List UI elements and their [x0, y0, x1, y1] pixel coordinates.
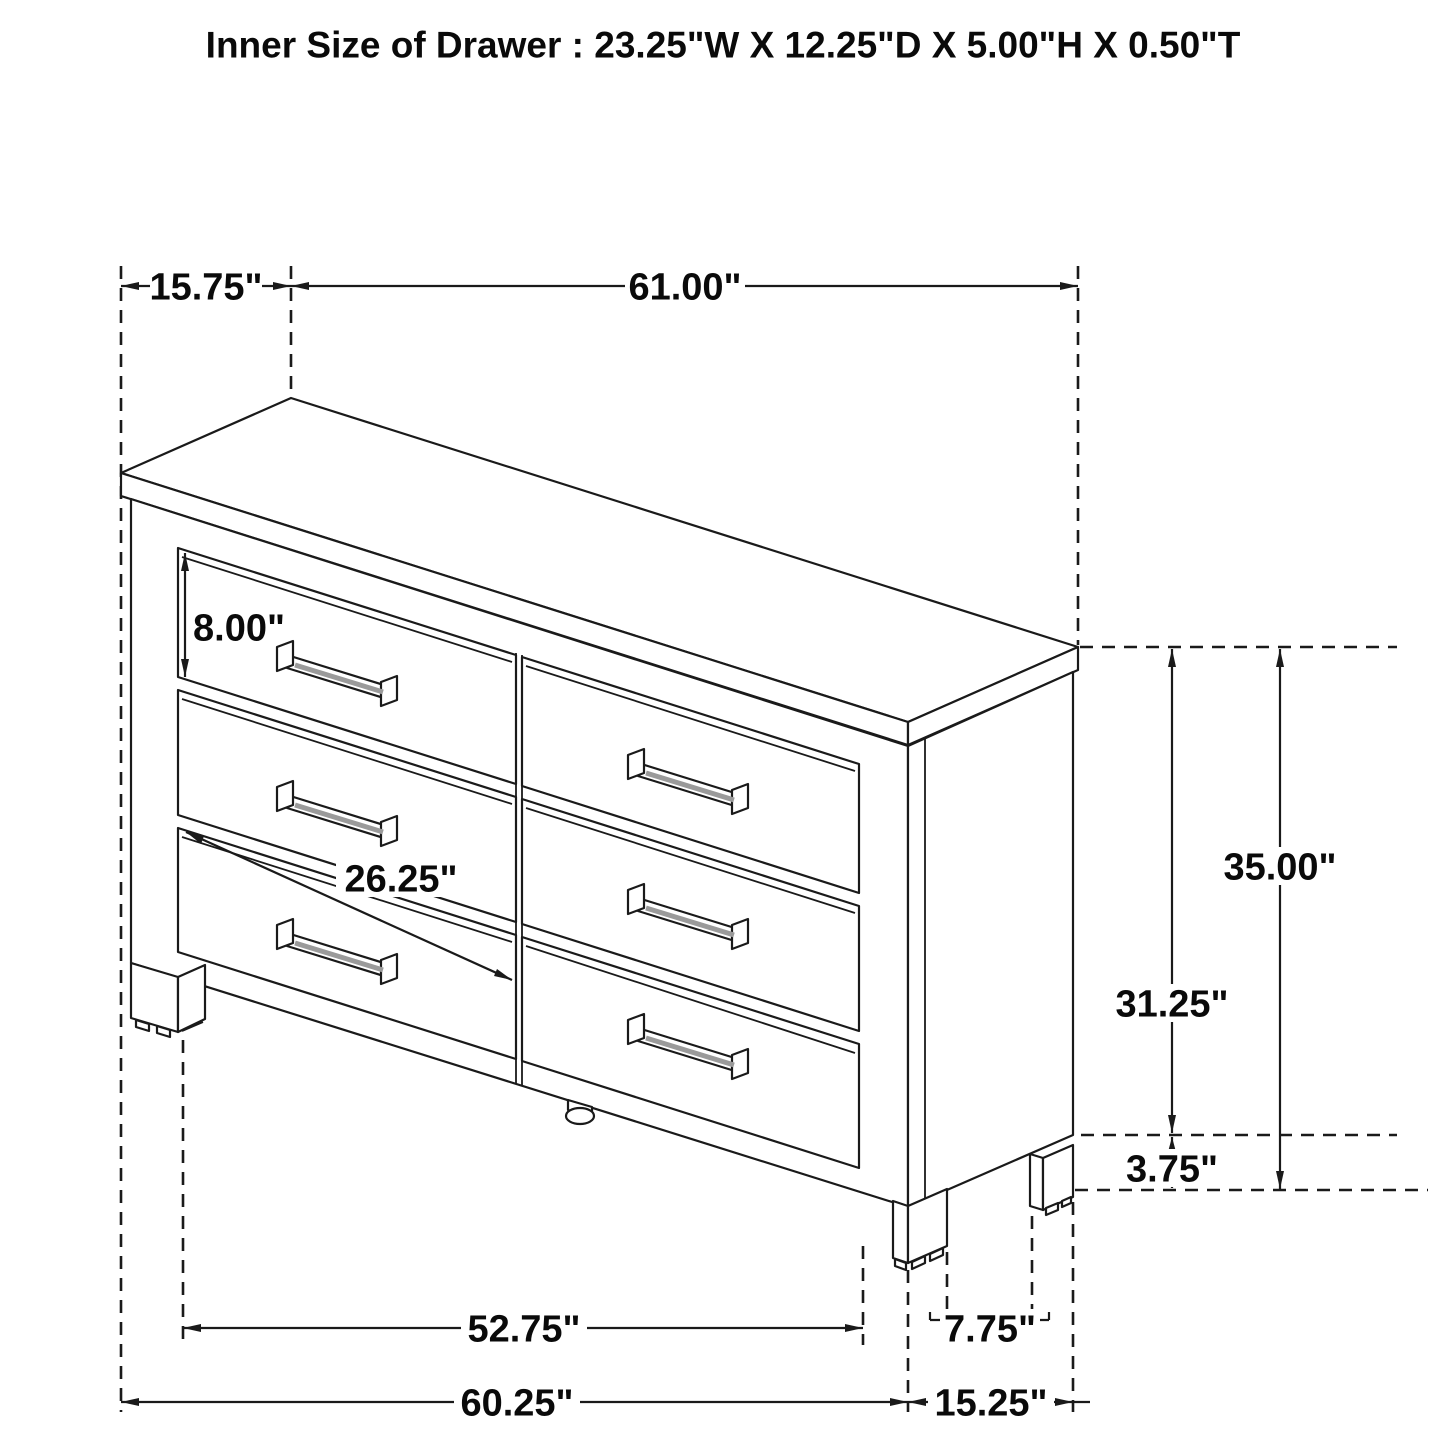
dim-label-base-depth: 15.25"	[934, 1382, 1048, 1425]
dim-label-body-height: 31.25"	[1115, 983, 1229, 1026]
dim-label-base-width: 60.25"	[460, 1382, 574, 1425]
diagram-title: Inner Size of Drawer : 23.25"W X 12.25"D X 5.00"H X 0.50"T	[205, 24, 1241, 66]
dim-label-front-leg-span: 52.75"	[467, 1308, 581, 1351]
dresser	[121, 398, 1078, 1270]
body-right-face	[908, 672, 1073, 1207]
dim-label-leg-height: 3.75"	[1126, 1148, 1218, 1191]
dim-label-back-leg-depth: 7.75"	[944, 1308, 1036, 1351]
dim-label-top-width: 61.00"	[628, 266, 742, 309]
dim-label-drawer-width: 26.25"	[344, 858, 458, 901]
front-left-leg	[131, 963, 205, 1037]
back-right-leg	[1030, 1145, 1073, 1215]
dim-label-drawer-height: 8.00"	[193, 607, 285, 650]
dim-label-total-height: 35.00"	[1223, 846, 1337, 889]
dim-label-top-depth: 15.75"	[149, 266, 263, 309]
